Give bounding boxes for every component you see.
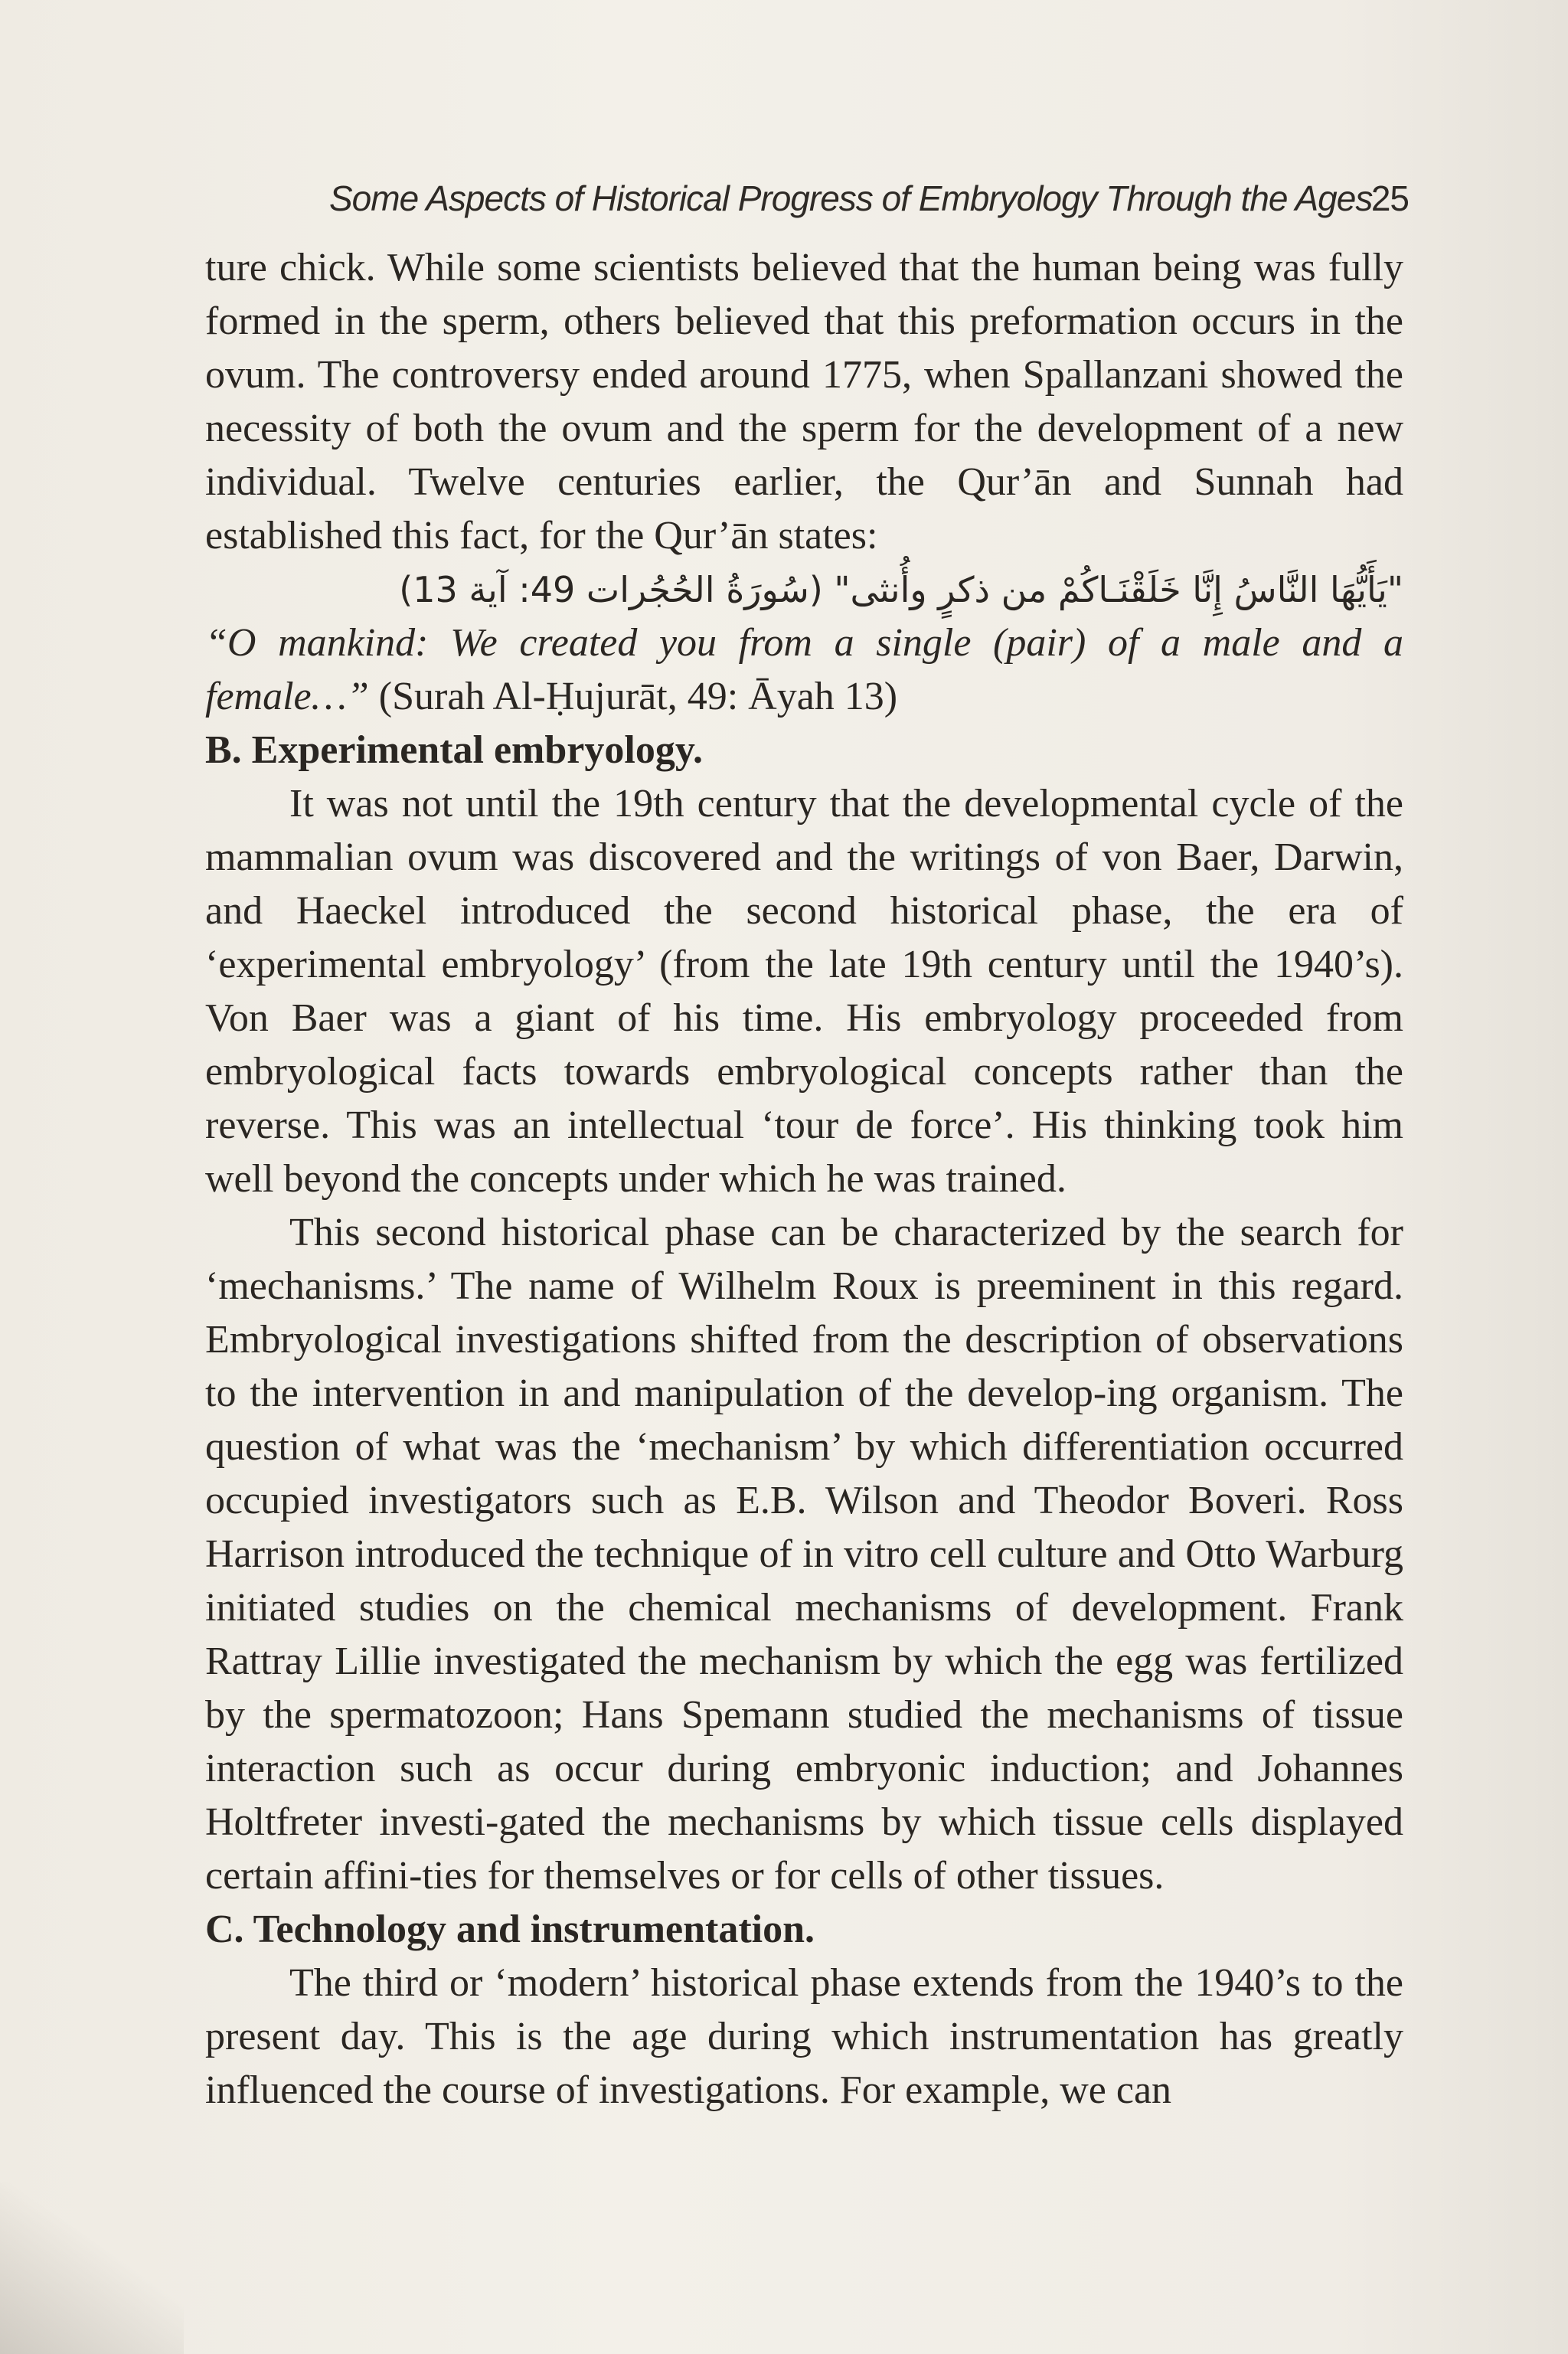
verse-translation [205, 616, 1403, 724]
section-heading-b: B. Experimental embryology. [205, 728, 703, 772]
intro-paragraph: ture chick. While some scientists believed that the human being was fully formed in the sperm, others believed that this preformation occurs in the ovum. The controversy ended around 1775, when Spallanzani showed the necessity of both the ovum and the sperm for the development of a new individual. Twelve centuries earlier, the Qur’ān and Sunnah had established this fact, for the Qur’ān states: [205, 246, 1403, 557]
verse-translation-text: “O mankind: We created you from a single (pair) of a male and a female…” [205, 621, 1403, 718]
arabic-verse: "يَأَيُّهَا النَّاسُ إِنَّا خَلَقْنَـاكُمْ من ذكرٍ وأُنثى" (سُورَةُ الحُجُرات 49: آية 13) [399, 569, 1403, 610]
section-c-paragraph-1: The third or ‘modern’ historical phase extends from the 1940’s to the present day. This is the age during which instrumentation has greatly influenced the course of investigations. For example, we can [205, 1961, 1403, 2112]
section-b-paragraph-1: It was not until the 19th century that the developmental cycle of the mammalian ovum was discovered and the writings of von Baer, Darwin, and Haeckel introduced the second historical phase, the era of ‘experimental embryology’ (from the late 19th century until the 1940’s). Von Baer was a giant of his time. His embryology proceeded from embryological facts towards embryological concepts rather than the reverse. This was an intellectual ‘tour de force’. His thinking took him well beyond the concepts under which he was trained. [205, 782, 1403, 1201]
page-body [205, 241, 1403, 2117]
running-header [329, 178, 1409, 231]
section-b-paragraph-2: This second historical phase can be characterized by the search for ‘mechanisms.’ The name of Wilhelm Roux is preeminent in this regard. Embryological investigations shifted from the description of observations to the intervention in and manipulation of the develop-ing organism. The question of what was the ‘mechanism’ by which differentiation occurred occupied investigators such as E.B. Wilson and Theodor Boveri. Ross Harrison introduced the technique of in vitro cell culture and Otto Warburg initiated studies on the chemical mechanisms of development. Frank Rattray Lillie investigated the mechanism by which the egg was fertilized by the spermatozoon; Hans Spemann studied the mechanisms of tissue interaction such as occur during embryonic induction; and Johannes Holtfreter investi-gated the mechanisms by which tissue cells displayed certain affini-ties for themselves or for cells of other tissues. [205, 1211, 1403, 1898]
verse-citation: (Surah Al-Ḥujurāt, 49: Āyah 13) [368, 675, 898, 718]
section-heading-c: C. Technology and instrumentation. [205, 1908, 815, 1951]
running-header-title: Some Aspects of Historical Progress of Embryology Through the Ages [329, 178, 1373, 218]
page-corner-shadow [0, 2182, 184, 2354]
page-number: 25 [1370, 178, 1409, 218]
